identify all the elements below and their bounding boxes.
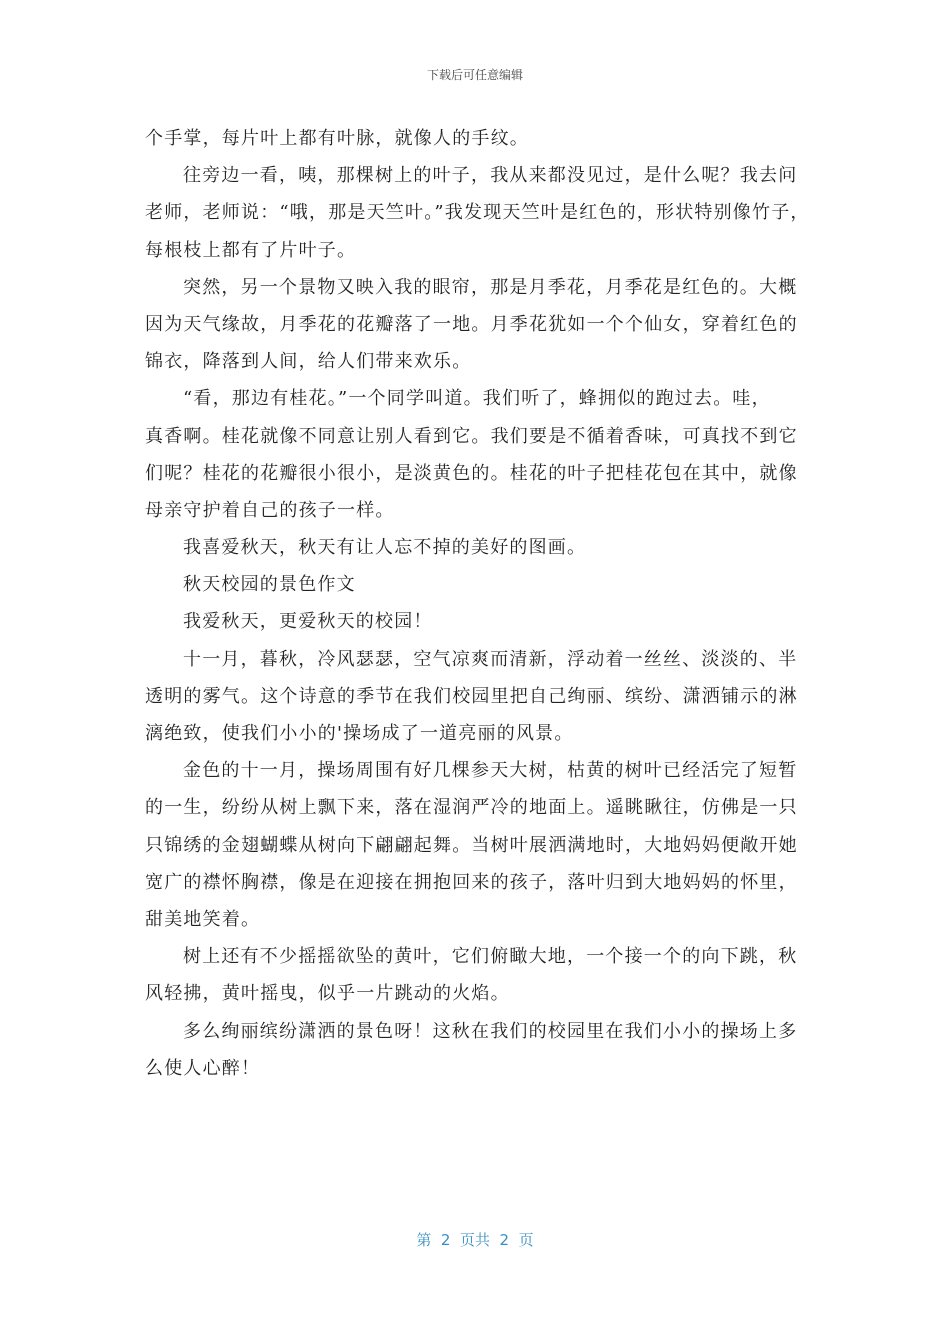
text-line: 每根枝上都有了片叶子。 <box>145 239 357 261</box>
text-line: 母亲守护着自己的孩子一样。 <box>145 499 395 521</box>
text-line: 往旁边一看，咦，那棵树上的叶子，我从来都没见过，是什么呢？我去问 <box>183 165 798 187</box>
text-line: 漓绝致，使我们小小的'操场成了一道亮丽的风景。 <box>145 723 574 744</box>
text-line: 多么绚丽缤纷潇洒的景色呀！这秋在我们的校园里在我们小小的操场上多 <box>183 1020 798 1042</box>
text-line: 树上还有不少摇摇欲坠的黄叶，它们俯瞰大地，一个接一个的向下跳，秋 <box>183 946 798 968</box>
text-line: 十一月，暮秋，冷风瑟瑟，空气凉爽而清新，浮动着一丝丝、淡淡的、半 <box>183 648 798 670</box>
document-body <box>145 120 817 1087</box>
text-line: 么使人心醉！ <box>145 1057 261 1079</box>
text-line: 因为天气缘故，月季花的花瓣落了一地。月季花犹如一个个仙女，穿着红色的 <box>145 313 798 335</box>
text-line: 风轻拂，黄叶摇曳，似乎一片跳动的火焰。 <box>145 983 510 1005</box>
text-line: 我爱秋天，更爱秋天的校园！ <box>183 611 433 633</box>
text-line: 个手掌，每片叶上都有叶脉，就像人的手纹。 <box>145 128 529 149</box>
text-line: 真香啊。桂花就像不同意让别人看到它。我们要是不循着香味，可真找不到它 <box>145 425 798 447</box>
text-line: 我喜爱秋天，秋天有让人忘不掉的美好的图画。 <box>183 537 587 559</box>
page-header: 下载后可任意编辑 <box>426 68 523 82</box>
text-line: 甜美地笑着。 <box>145 908 261 930</box>
page-footer: 第 2 页共 2 页 <box>416 1231 534 1249</box>
text-line: 秋天校园的景色作文 <box>183 574 356 596</box>
text-line: 突然，另一个景物又映入我的眼帘，那是月季花，月季花是红色的。大概 <box>183 276 798 298</box>
text-line: 金色的十一月，操场周围有好几棵参天大树，枯黄的树叶已经活完了短暂 <box>183 760 798 782</box>
text-line: 们呢？桂花的花瓣很小很小，是淡黄色的。桂花的叶子把桂花包在其中，就像 <box>145 462 798 484</box>
text-line: 透明的雾气。这个诗意的季节在我们校园里把自己绚丽、缤纷、潇洒铺示的淋 <box>145 685 798 707</box>
text-line: 老师，老师说：“哦，那是天竺叶。”我发现天竺叶是红色的，形状特别像竹子， <box>145 202 810 224</box>
text-line: 锦衣，降落到人间，给人们带来欢乐。 <box>145 351 472 373</box>
text-line: “看，那边有桂花。”一个同学叫道。我们听了，蜂拥似的跑过去。哇， <box>183 388 771 410</box>
text-line: 只锦绣的金翅蝴蝶从树向下翩翩起舞。当树叶展洒满地时，大地妈妈便敞开她 <box>145 834 798 856</box>
text-line: 宽广的襟怀胸襟，像是在迎接在拥抱回来的孩子，落叶归到大地妈妈的怀里， <box>145 871 798 893</box>
text-line: 的一生，纷纷从树上飘下来，落在湿润严冷的地面上。遥眺瞅往，仿佛是一只 <box>145 797 798 819</box>
